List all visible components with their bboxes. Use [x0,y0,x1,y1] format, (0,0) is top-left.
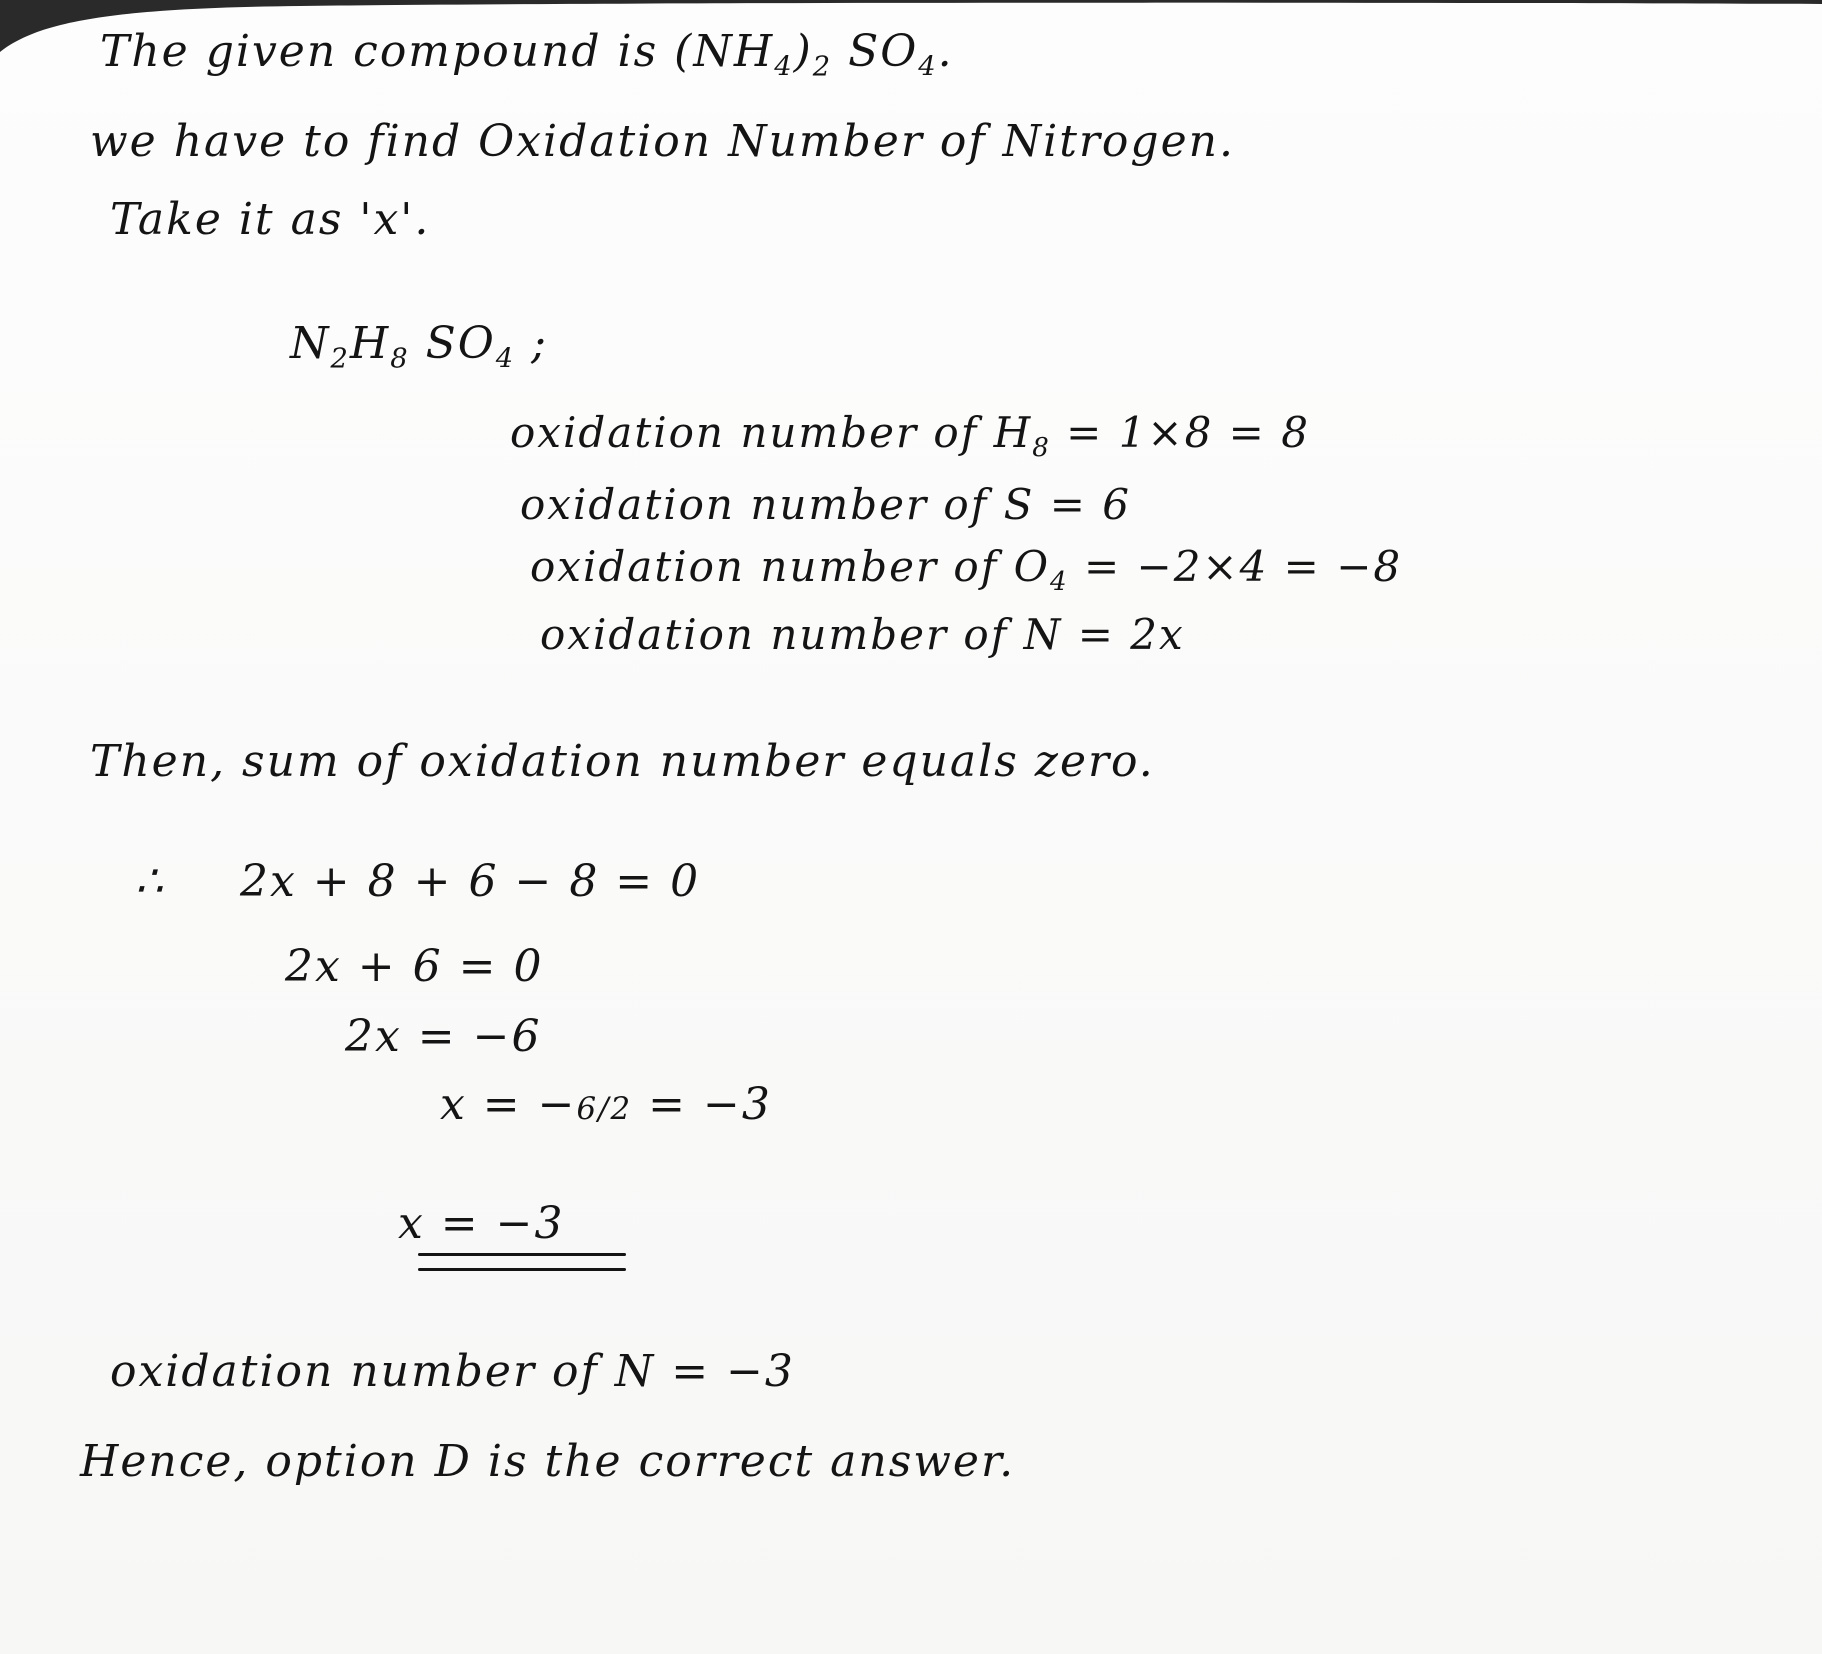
formula-element: H [349,318,391,369]
value-label: oxidation number of O [530,542,1051,591]
value-result: = 6 [1034,480,1132,529]
formula-element: N [290,318,331,369]
value-label: oxidation number of H [510,408,1033,457]
formula-subscript: 2 [812,51,833,83]
formula-subscript: 4 [774,51,794,83]
value-row-s [520,480,1132,533]
value-label: oxidation number of S [520,480,1035,529]
intro-text: The given compound is [100,26,675,77]
step-4-fraction: 6/2 [576,1091,633,1127]
result-underline-1 [418,1253,626,1256]
value-row-o [530,542,1403,598]
therefore-symbol: ∴ [135,856,165,907]
intro-period: . [937,26,954,77]
intro-line-3: Take it as 'x'. [110,194,431,245]
compound-formula [674,26,938,83]
value-label: oxidation number of N [540,610,1063,659]
sum-statement: Then, sum of oxidation number equals zero. [90,736,1155,787]
formula-part: SO [832,26,919,77]
value-subscript: 4 [1050,567,1069,598]
final-result: x = −3 [398,1198,565,1249]
step-1: 2x + 8 + 6 − 8 = 0 [240,856,701,907]
formula-element: SO [409,318,496,369]
step-4-left: x = − [440,1079,577,1130]
value-row-n [540,610,1185,663]
value-result: = −2×4 = −8 [1068,542,1403,591]
formula-part: ) [793,26,813,77]
step-3: 2x = −6 [345,1011,542,1062]
expanded-formula [290,318,548,375]
formula-subscript: 4 [918,51,938,83]
result-underline-2 [418,1268,626,1271]
intro-line-1 [100,26,954,83]
conclusion-line-2: Hence, option D is the correct answer. [80,1436,1016,1487]
value-result: = 2x [1062,610,1185,659]
formula-end: ; [515,318,548,369]
conclusion-line-1: oxidation number of N = −3 [110,1346,795,1397]
step-4 [440,1079,772,1130]
step-4-right: = −3 [632,1079,772,1130]
value-result: = 1×8 = 8 [1050,408,1310,457]
formula-subscript: 4 [495,343,516,375]
formula-subscript: 2 [330,343,350,375]
value-row-h [510,408,1310,464]
formula-part: (NH [674,26,775,77]
formula-subscript: 8 [390,343,410,375]
step-2: 2x + 6 = 0 [285,941,544,992]
value-subscript: 8 [1032,433,1051,464]
intro-line-2: we have to find Oxidation Number of Nitrogen. [90,116,1235,167]
